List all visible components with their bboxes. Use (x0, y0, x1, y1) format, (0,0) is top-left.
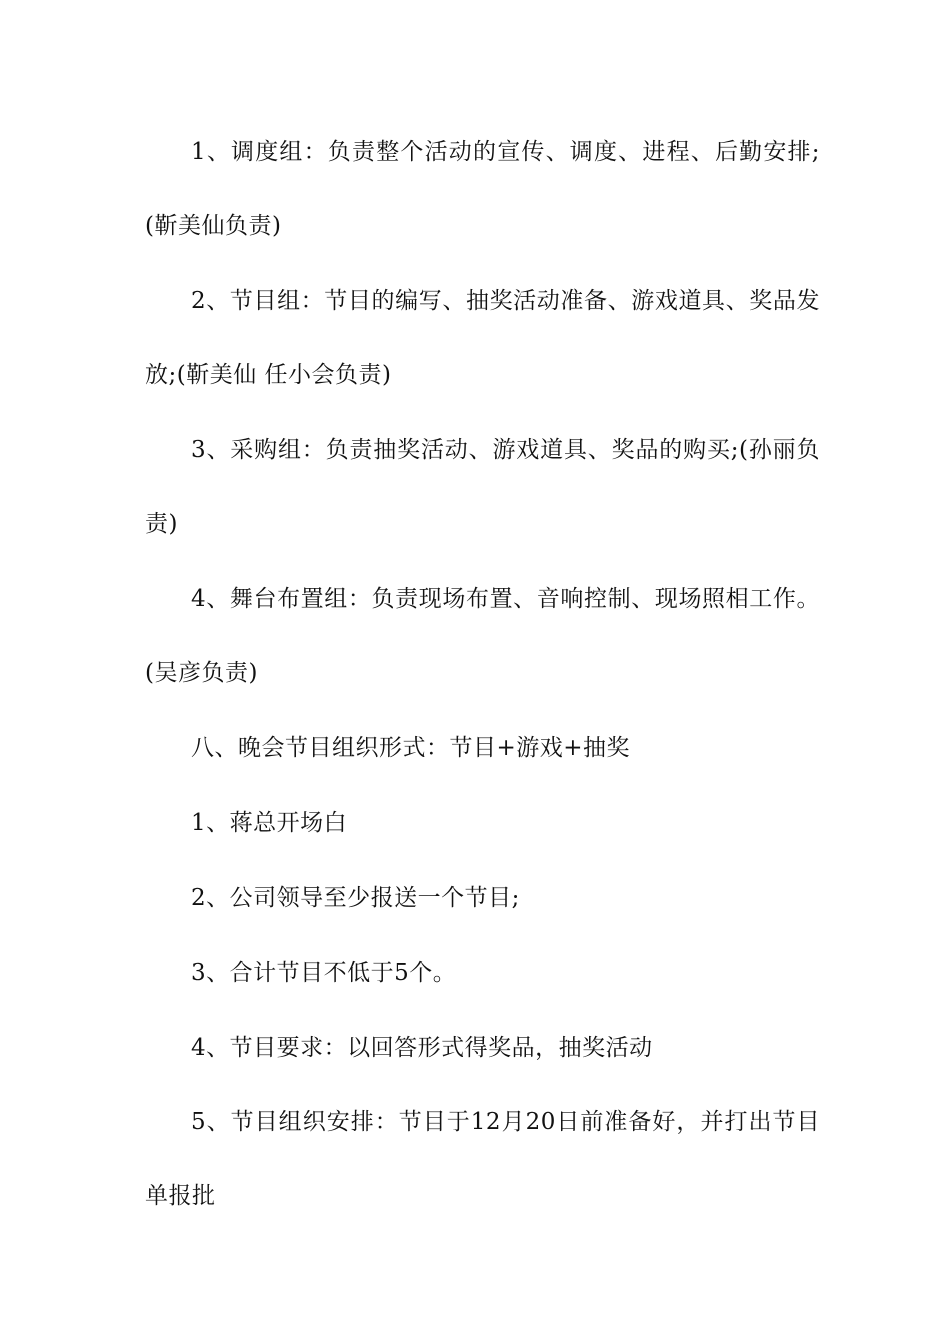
paragraph-item-4: 4、节目要求：以回答形式得奖品，抽奖活动 (191, 1035, 653, 1061)
paragraph-purchase-group: 3、采购组：负责抽奖活动、游戏道具、奖品的购买;(孙丽负责) (145, 437, 820, 537)
paragraph-dispatch-group: 1、调度组：负责整个活动的宣传、调度、进程、后勤安排;(靳美仙负责) (145, 139, 820, 239)
paragraph-stage-group: 4、舞台布置组：负责现场布置、音响控制、现场照相工作。(吴彦负责) (145, 586, 820, 686)
paragraph-item-3: 3、合计节目不低于5个。 (191, 960, 457, 986)
paragraph-item-2: 2、公司领导至少报送一个节目; (191, 885, 520, 911)
paragraph-item-5: 5、节目组织安排：节目于12月20日前准备好，并打出节目单报批 (145, 1109, 820, 1209)
paragraph-item-1: 1、蒋总开场白 (191, 810, 348, 836)
paragraph-section-eight-heading: 八、晚会节目组织形式：节目+游戏+抽奖 (191, 735, 631, 761)
paragraph-program-group: 2、节目组：节目的编写、抽奖活动准备、游戏道具、奖品发放;(靳美仙 任小会负责) (145, 288, 820, 388)
